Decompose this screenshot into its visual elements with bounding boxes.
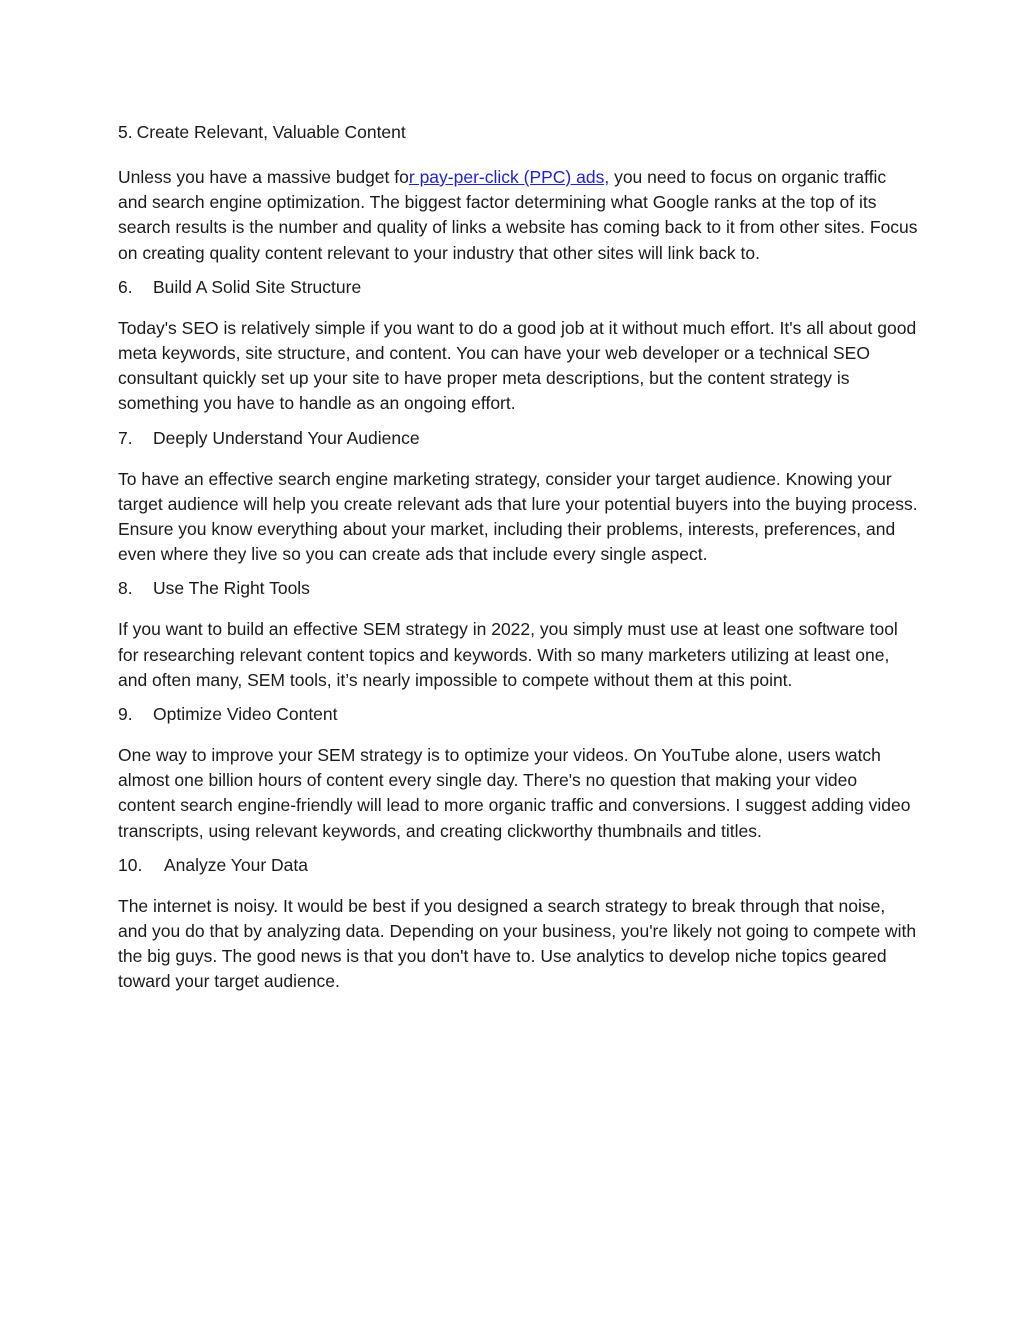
section-number: 9. bbox=[118, 704, 133, 725]
section-number: 7. bbox=[118, 427, 133, 448]
section-title: Build A Solid Site Structure bbox=[153, 276, 362, 297]
section-body-9: One way to improve your SEM strategy is to optimize your videos. On YouTube alone, users watch almost one billion hours of content every single day. There's no question that making your video content search engine-friendly will lead to more organic traffic and conversions. I suggest adding video transcripts, using relevant keywords, and creating clickworthy thumbnails and titles. bbox=[118, 745, 911, 841]
section-heading-5 bbox=[118, 120, 918, 145]
ppc-ads-link[interactable]: r pay-per-click (PPC) ads, bbox=[408, 167, 610, 187]
section-title: Create Relevant, Valuable Content bbox=[136, 122, 406, 142]
section-heading-10 bbox=[118, 853, 918, 878]
section-heading-7 bbox=[118, 426, 918, 451]
section-body-10: The internet is noisy. It would be best if you designed a search strategy to break through that noise, and you do that by analyzing data. Depending on your business, you're likely not going to compete with the big guys. The good news is that you don't have to. Use analytics to develop niche topics geared toward your target audience. bbox=[118, 895, 917, 992]
section-heading-9 bbox=[118, 702, 918, 727]
section-body-8: If you want to build an effective SEM strategy in 2022, you simply must use at least one software tool for researching relevant content topics and keywords. With so many marketers utilizing at least one, and often many, SEM tools, it’s nearly impossible to compete without them at this point. bbox=[118, 619, 898, 690]
body-text: you need to focus on organic traffic and search engine optimization. The biggest factor determining what Google ranks at the top of its search results is the number and quality of links a website has coming back to it from other sites. Focus on creating quality content relevant to your industry that other sites will link back to. bbox=[118, 167, 918, 263]
section-number: 10. bbox=[118, 854, 143, 875]
section-heading-6 bbox=[118, 275, 918, 300]
section-number: 5. bbox=[118, 122, 133, 142]
section-body-5 bbox=[118, 165, 918, 266]
body-text: Unless you have a massive budget fo bbox=[118, 167, 409, 187]
section-title: Use The Right Tools bbox=[153, 578, 310, 599]
section-heading-8 bbox=[118, 576, 918, 601]
section-body-6: Today's SEO is relatively simple if you want to do a good job at it without much effort. It's all about good meta keywords, site structure, and content. You can have your web developer or a technical SEO consultant quickly set up your site to have proper meta descriptions, but the content strategy is something you have to handle as an ongoing effort. bbox=[118, 317, 917, 414]
section-title: Optimize Video Content bbox=[153, 704, 338, 725]
section-body-7: To have an effective search engine marketing strategy, consider your target audience. Knowing your target audience will help you create relevant ads that lure your potential buyers into the buying process. Ensure you know everything about your market, including their problems, interests, preferences, and even where they live so you can create ads that include every single aspect. bbox=[118, 468, 918, 565]
section-number: 8. bbox=[118, 578, 133, 599]
section-title: Deeply Understand Your Audience bbox=[153, 427, 420, 448]
section-number: 6. bbox=[118, 276, 133, 297]
section-title: Analyze Your Data bbox=[164, 854, 308, 875]
document-page bbox=[118, 120, 918, 995]
